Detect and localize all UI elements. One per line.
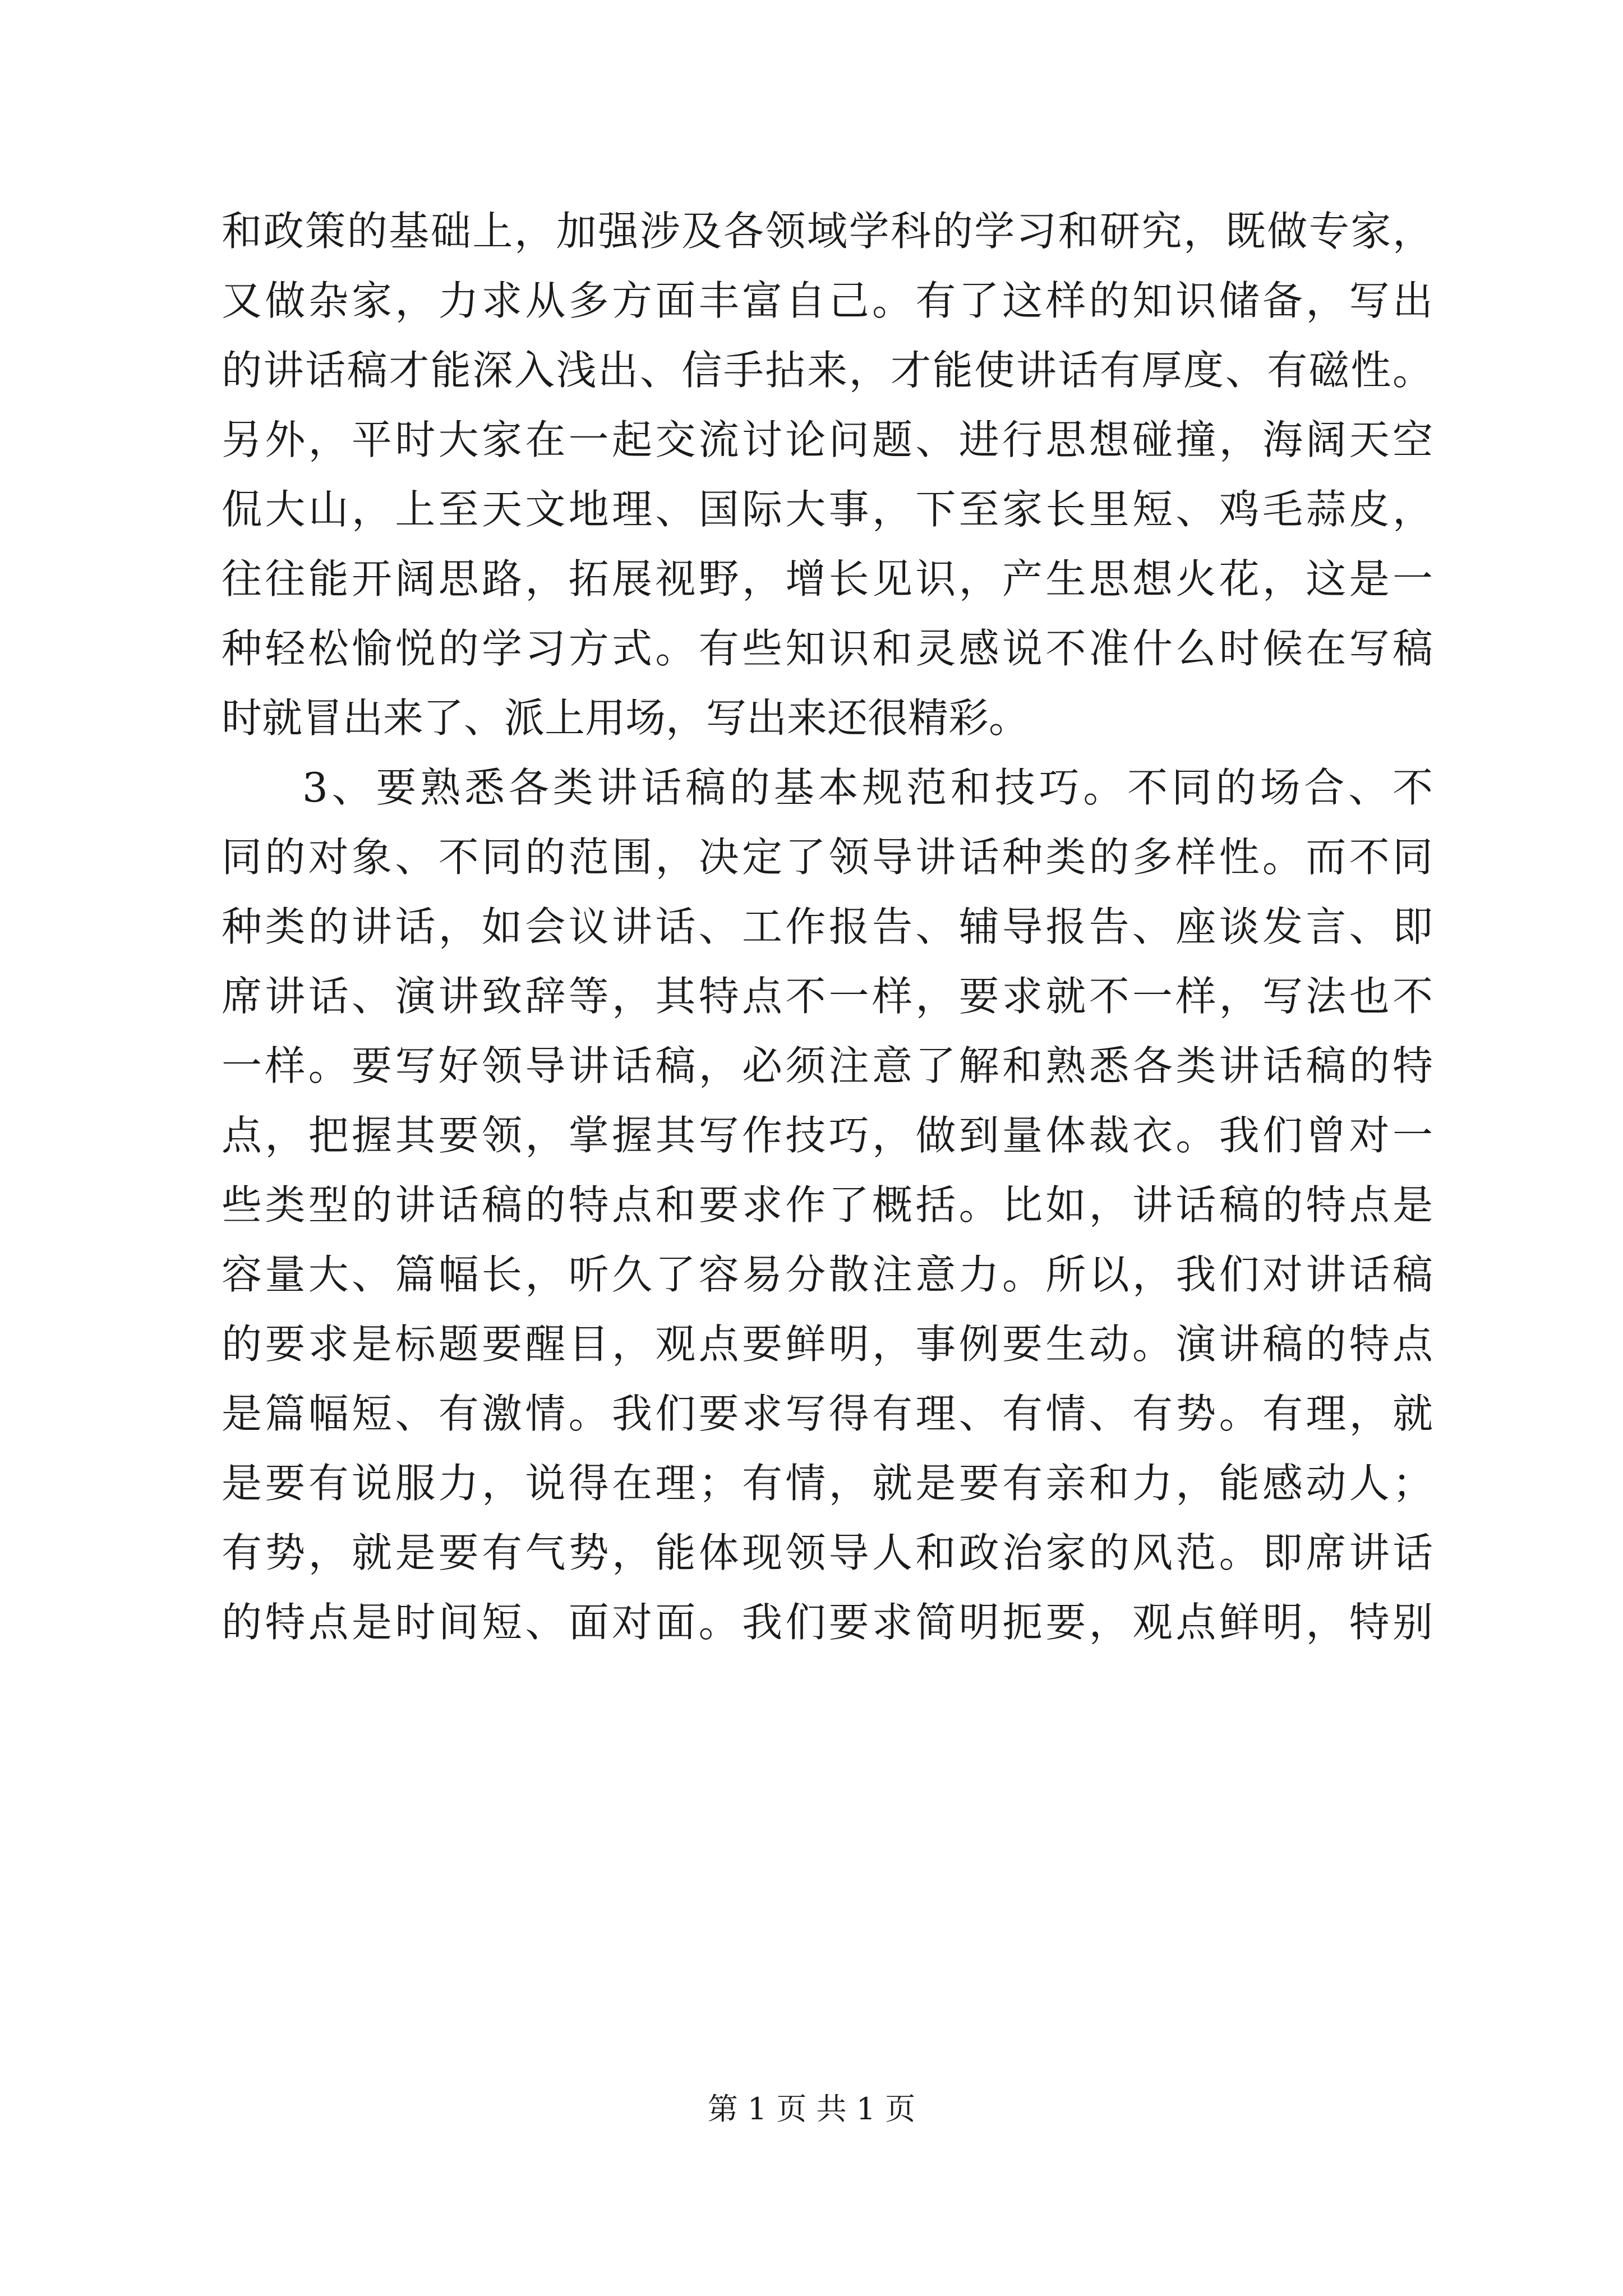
text-line: 点，把握其要领，掌握其写作技巧，做到量体裁衣。我们曾对一 [222, 1112, 1433, 1159]
text-line: 又做杂家，力求从多方面丰富自己。有了这样的知识储备，写出 [222, 277, 1433, 324]
text-line: 些类型的讲话稿的特点和要求作了概括。比如，讲话稿的特点是 [222, 1181, 1433, 1228]
text-line: 种类的讲话，如会议讲话、工作报告、辅导报告、座谈发言、即 [222, 903, 1433, 950]
text-line: 和政策的基础上，加强涉及各领域学科的学习和研究，既做专家， [222, 208, 1433, 255]
text-line: 的特点是时间短、面对面。我们要求简明扼要，观点鲜明，特别 [222, 1599, 1433, 1646]
text-line: 种轻松愉悦的学习方式。有些知识和灵感说不准什么时候在写稿 [222, 625, 1433, 672]
text-line: 是要有说服力，说得在理；有情，就是要有亲和力，能感动人； [222, 1460, 1433, 1507]
text-line: 另外，平时大家在一起交流讨论问题、进行思想碰撞，海阔天空 [222, 416, 1433, 463]
text-line: 容量大、篇幅长，听久了容易分散注意力。所以，我们对讲话稿 [222, 1251, 1433, 1298]
text-line: 时就冒出来了、派上用场，写出来还很精彩。 [222, 694, 1030, 742]
body-text [222, 196, 1433, 1657]
text-line: 有势，就是要有气势，能体现领导人和政治家的风范。即席讲话 [222, 1529, 1433, 1576]
text-line: 同的对象、不同的范围，决定了领导讲话种类的多样性。而不同 [222, 834, 1433, 881]
text-line: 的要求是标题要醒目，观点要鲜明，事例要生动。演讲稿的特点 [222, 1320, 1433, 1368]
text-line: 席讲话、演讲致辞等，其特点不一样，要求就不一样，写法也不 [222, 973, 1433, 1020]
text-line: 3、要熟悉各类讲话稿的基本规范和技巧。不同的场合、不 [302, 764, 1433, 811]
text-line: 是篇幅短、有激情。我们要求写得有理、有情、有势。有理，就 [222, 1390, 1433, 1437]
text-line: 一样。要写好领导讲话稿，必须注意了解和熟悉各类讲话稿的特 [222, 1042, 1433, 1089]
text-line: 侃大山，上至天文地理、国际大事，下至家长里短、鸡毛蒜皮， [222, 486, 1433, 533]
text-line: 的讲话稿才能深入浅出、信手拈来，才能使讲话有厚度、有磁性。 [222, 347, 1433, 394]
text-line: 往往能开阔思路，拓展视野，增长见识，产生思想火花，这是一 [222, 555, 1433, 602]
page-footer: 第 1 页 共 1 页 [707, 2091, 916, 2127]
